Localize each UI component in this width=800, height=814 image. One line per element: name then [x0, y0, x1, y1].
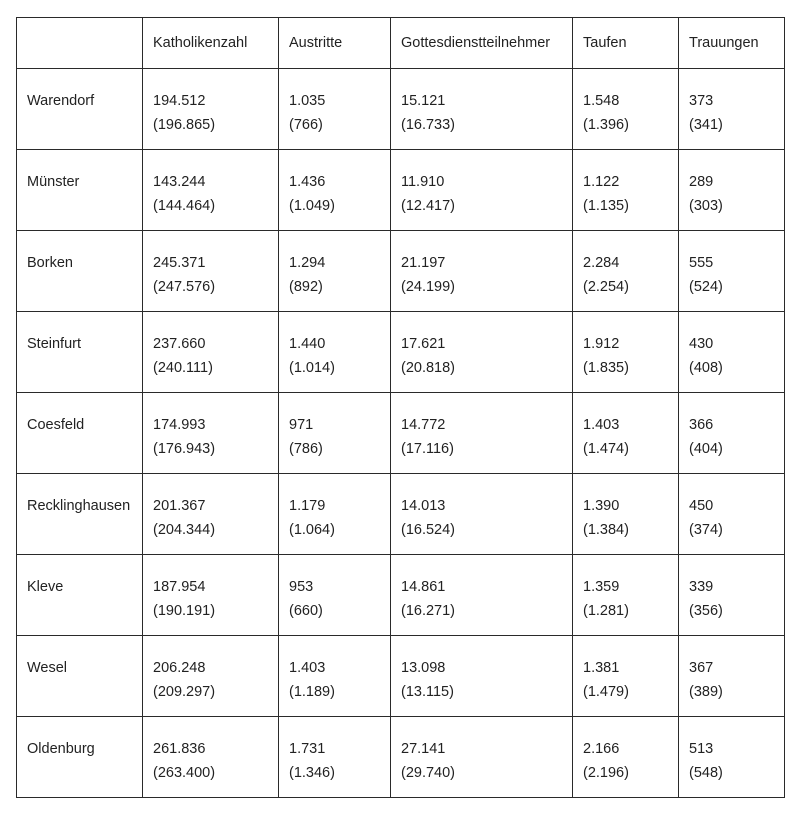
previous-value: (263.400): [153, 765, 216, 781]
previous-value: (1.014): [289, 360, 335, 376]
current-value: 17.621: [401, 336, 446, 352]
current-value: 14.861: [401, 579, 446, 595]
previous-value: (17.116): [401, 441, 454, 457]
trauungen-cell: [679, 150, 785, 231]
taufen-cell: [573, 636, 679, 717]
previous-value: (176.943): [153, 441, 216, 457]
current-value: 1.359: [583, 579, 620, 595]
gottesdienstteilnehmer-cell: [391, 393, 573, 474]
current-value: 14.013: [401, 498, 446, 514]
austritte-cell: [279, 717, 391, 798]
previous-value: (786): [289, 441, 323, 457]
header-row: [17, 18, 785, 69]
katholikenzahl-cell: [143, 312, 279, 393]
previous-value: (892): [289, 279, 323, 295]
region-name-cell: Münster: [17, 150, 143, 231]
current-value: 1.548: [583, 93, 620, 109]
taufen-cell: [573, 312, 679, 393]
katholikenzahl-cell: [143, 231, 279, 312]
previous-value: (190.191): [153, 603, 216, 619]
trauungen-cell: [679, 69, 785, 150]
gottesdienstteilnehmer-cell: [391, 555, 573, 636]
current-value: 1.179: [289, 498, 326, 514]
current-value: 13.098: [401, 660, 446, 676]
current-value: 1.390: [583, 498, 620, 514]
gottesdienstteilnehmer-cell: [391, 474, 573, 555]
previous-value: (404): [689, 441, 723, 457]
previous-value: (1.189): [289, 684, 335, 700]
current-value: 201.367: [153, 498, 206, 514]
previous-value: (1.835): [583, 360, 629, 376]
previous-value: (24.199): [401, 279, 456, 295]
region-name-cell: Recklinghausen: [17, 474, 143, 555]
taufen-cell: [573, 474, 679, 555]
previous-value: (1.281): [583, 603, 629, 619]
previous-value: (660): [289, 603, 323, 619]
current-value: 174.993: [153, 417, 206, 433]
gottesdienstteilnehmer-cell: [391, 231, 573, 312]
previous-value: (13.115): [401, 684, 454, 700]
taufen-cell: [573, 717, 679, 798]
region-name-cell: Kleve: [17, 555, 143, 636]
current-value: 1.912: [583, 336, 620, 352]
gottesdienstteilnehmer-cell: [391, 69, 573, 150]
previous-value: (548): [689, 765, 723, 781]
current-value: 1.122: [583, 174, 620, 190]
current-value: 11.910: [401, 174, 445, 190]
current-value: 15.121: [401, 93, 446, 109]
region-name-cell: Borken: [17, 231, 143, 312]
katholikenzahl-cell: [143, 717, 279, 798]
taufen-cell: [573, 69, 679, 150]
table-row: [17, 150, 785, 231]
austritte-cell: [279, 231, 391, 312]
katholikenzahl-cell: [143, 150, 279, 231]
austritte-cell: [279, 69, 391, 150]
gottesdienstteilnehmer-cell: [391, 717, 573, 798]
katholikenzahl-cell: [143, 555, 279, 636]
table-row: [17, 717, 785, 798]
current-value: 1.403: [289, 660, 326, 676]
previous-value: (303): [689, 198, 723, 214]
current-value: 513: [689, 741, 714, 757]
previous-value: (1.384): [583, 522, 629, 538]
previous-value: (356): [689, 603, 723, 619]
previous-value: (408): [689, 360, 723, 376]
previous-value: (12.417): [401, 198, 456, 214]
previous-value: (1.474): [583, 441, 629, 457]
previous-value: (389): [689, 684, 723, 700]
previous-value: (29.740): [401, 765, 456, 781]
previous-value: (1.049): [289, 198, 335, 214]
previous-value: (16.524): [401, 522, 456, 538]
austritte-cell: [279, 393, 391, 474]
region-name-cell: Wesel: [17, 636, 143, 717]
header-trauungen: Trauungen: [679, 18, 785, 69]
previous-value: (1.346): [289, 765, 335, 781]
current-value: 1.731: [289, 741, 326, 757]
previous-value: (16.733): [401, 117, 456, 133]
previous-value: (766): [289, 117, 323, 133]
trauungen-cell: [679, 636, 785, 717]
current-value: 366: [689, 417, 714, 433]
table-row: [17, 555, 785, 636]
header-katholikenzahl: Katholikenzahl: [143, 18, 279, 69]
previous-value: (1.064): [289, 522, 335, 538]
current-value: 1.381: [583, 660, 620, 676]
gottesdienstteilnehmer-cell: [391, 636, 573, 717]
taufen-cell: [573, 393, 679, 474]
table-row: [17, 231, 785, 312]
current-value: 367: [689, 660, 714, 676]
katholikenzahl-cell: [143, 393, 279, 474]
trauungen-cell: [679, 474, 785, 555]
trauungen-cell: [679, 555, 785, 636]
current-value: 14.772: [401, 417, 446, 433]
trauungen-cell: [679, 312, 785, 393]
table-row: [17, 393, 785, 474]
table-row: [17, 312, 785, 393]
taufen-cell: [573, 231, 679, 312]
katholikenzahl-cell: [143, 474, 279, 555]
taufen-cell: [573, 555, 679, 636]
austritte-cell: [279, 636, 391, 717]
header-gottesdienstteilnehmer: Gottesdienstteilnehmer: [391, 18, 573, 69]
region-name-cell: Warendorf: [17, 69, 143, 150]
region-name-cell: Oldenburg: [17, 717, 143, 798]
current-value: 1.436: [289, 174, 326, 190]
current-value: 953: [289, 579, 314, 595]
table-row: [17, 474, 785, 555]
previous-value: (196.865): [153, 117, 216, 133]
current-value: 187.954: [153, 579, 206, 595]
current-value: 555: [689, 255, 714, 271]
previous-value: (374): [689, 522, 723, 538]
current-value: 373: [689, 93, 714, 109]
header-taufen: Taufen: [573, 18, 679, 69]
current-value: 289: [689, 174, 714, 190]
austritte-cell: [279, 555, 391, 636]
previous-value: (524): [689, 279, 723, 295]
current-value: 971: [289, 417, 314, 433]
previous-value: (144.464): [153, 198, 216, 214]
trauungen-cell: [679, 231, 785, 312]
previous-value: (240.111): [153, 360, 213, 376]
current-value: 261.836: [153, 741, 206, 757]
region-name-cell: Coesfeld: [17, 393, 143, 474]
current-value: 1.294: [289, 255, 326, 271]
current-value: 206.248: [153, 660, 206, 676]
previous-value: (341): [689, 117, 723, 133]
previous-value: (1.135): [583, 198, 629, 214]
current-value: 245.371: [153, 255, 206, 271]
current-value: 450: [689, 498, 714, 514]
current-value: 2.284: [583, 255, 620, 271]
previous-value: (2.254): [583, 279, 629, 295]
previous-value: (247.576): [153, 279, 216, 295]
current-value: 237.660: [153, 336, 206, 352]
header-cell-empty: [17, 18, 143, 69]
current-value: 21.197: [401, 255, 446, 271]
previous-value: (204.344): [153, 522, 216, 538]
current-value: 194.512: [153, 93, 206, 109]
katholikenzahl-cell: [143, 69, 279, 150]
current-value: 430: [689, 336, 714, 352]
current-value: 27.141: [401, 741, 446, 757]
austritte-cell: [279, 312, 391, 393]
current-value: 1.403: [583, 417, 620, 433]
austritte-cell: [279, 150, 391, 231]
header-austritte: Austritte: [279, 18, 391, 69]
current-value: 2.166: [583, 741, 620, 757]
previous-value: (20.818): [401, 360, 456, 376]
trauungen-cell: [679, 393, 785, 474]
katholikenzahl-cell: [143, 636, 279, 717]
table-row: [17, 69, 785, 150]
austritte-cell: [279, 474, 391, 555]
table-row: [17, 636, 785, 717]
gottesdienstteilnehmer-cell: [391, 150, 573, 231]
current-value: 339: [689, 579, 714, 595]
region-name-cell: Steinfurt: [17, 312, 143, 393]
trauungen-cell: [679, 717, 785, 798]
statistics-table: [16, 17, 785, 798]
taufen-cell: [573, 150, 679, 231]
previous-value: (16.271): [401, 603, 456, 619]
current-value: 143.244: [153, 174, 206, 190]
previous-value: (2.196): [583, 765, 629, 781]
previous-value: (209.297): [153, 684, 216, 700]
previous-value: (1.396): [583, 117, 629, 133]
current-value: 1.035: [289, 93, 326, 109]
gottesdienstteilnehmer-cell: [391, 312, 573, 393]
current-value: 1.440: [289, 336, 326, 352]
previous-value: (1.479): [583, 684, 629, 700]
